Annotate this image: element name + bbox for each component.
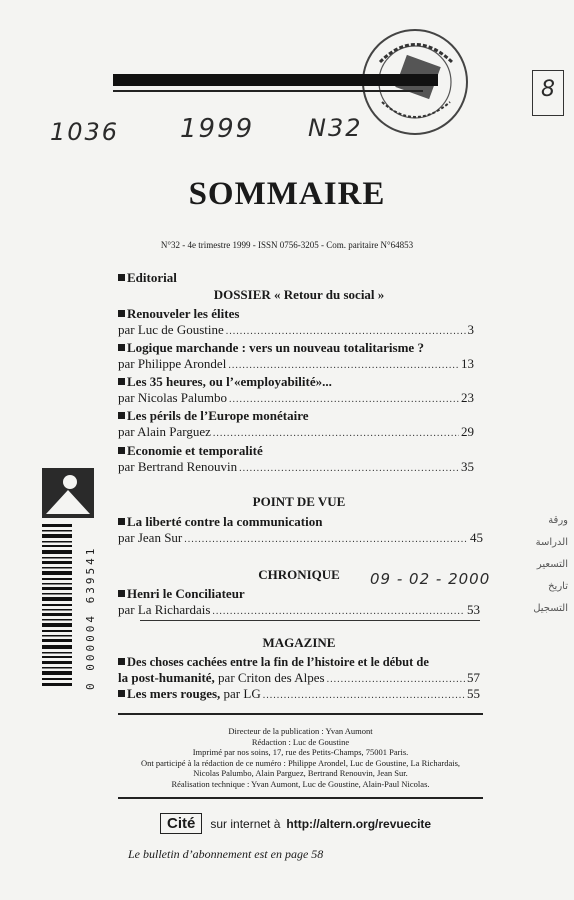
credit-line: Rédaction : Luc de Goustine	[251, 736, 350, 747]
item-title: Economie et temporalité	[127, 443, 263, 458]
item-title-continued: la post-humanité,	[118, 670, 215, 685]
item-author: par Bertrand Renouvin	[118, 459, 238, 474]
chronique-rule	[140, 620, 480, 621]
leader-dots	[229, 394, 459, 405]
leader-dots	[263, 690, 465, 701]
square-bullet-icon	[118, 518, 125, 525]
credit-line: Réalisation technique : Yvan Aumont, Luc de Goustine, Alain-Paul Nicolas.	[171, 778, 430, 789]
item-author: par Nicolas Palumbo	[118, 390, 228, 405]
barcode-icon	[42, 520, 82, 690]
item-title: Les périls de l’Europe monétaire	[127, 408, 309, 423]
item-page: 35	[461, 459, 474, 474]
square-bullet-icon	[118, 690, 125, 697]
item-title: Logique marchande : vers un nouveau totalitarisme ?	[127, 340, 424, 355]
leader-dots	[226, 326, 466, 337]
handwritten-issue: N32	[308, 114, 363, 142]
editorial-entry	[118, 270, 177, 286]
publisher-logo-icon	[42, 468, 94, 518]
web-line	[160, 813, 431, 834]
magazine-heading: MAGAZINE	[262, 635, 336, 650]
item-page: 3	[467, 322, 474, 337]
issn-line: N°32 - 4e trimestre 1999 - ISSN 0756-3205 - Com. paritaire N°64853	[160, 240, 414, 250]
web-url-link[interactable]: http://altern.org/revuecite	[286, 816, 432, 831]
item-title: Henri le Conciliateur	[127, 586, 245, 601]
handwritten-box-number: 8	[541, 77, 555, 102]
item-author: par La Richardais	[118, 602, 211, 617]
chronique-item	[118, 586, 480, 618]
leader-dots	[239, 463, 459, 474]
credits-block	[118, 726, 483, 789]
dossier-item	[118, 443, 474, 475]
item-author: par LG	[223, 686, 261, 701]
top-thin-rule	[113, 90, 423, 92]
item-author: par Jean Sur	[118, 530, 183, 545]
barcode-number: 0 000004 639541	[84, 545, 97, 690]
credit-line: Ont participé à la rédaction de ce numéro : Philippe Arondel, Luc de Goustine, La Richardais,	[140, 757, 461, 768]
margin-note: تاريخ	[548, 581, 568, 592]
dossier-heading: DOSSIER « Retour du social »	[213, 287, 385, 302]
item-page: 55	[467, 686, 480, 701]
margin-note: التسجيل	[533, 603, 568, 614]
item-author: par Philippe Arondel	[118, 356, 227, 371]
square-bullet-icon	[118, 344, 125, 351]
leader-dots	[327, 674, 465, 685]
square-bullet-icon	[118, 590, 125, 597]
credits-top-rule	[118, 713, 483, 715]
item-title: Les mers rouges,	[127, 686, 221, 701]
item-title: La liberté contre la communication	[127, 514, 323, 529]
item-author: par Alain Parguez	[118, 424, 211, 439]
square-bullet-icon	[118, 447, 125, 454]
top-thick-rule	[113, 74, 438, 86]
credits-bottom-rule	[118, 797, 483, 799]
point-de-vue-item	[118, 514, 483, 546]
abonnement-note: Le bulletin d’abonnement est en page 58	[128, 847, 324, 861]
handwritten-year: 1999	[180, 114, 255, 144]
dossier-item	[118, 374, 474, 406]
item-page: 57	[467, 670, 480, 685]
web-label: sur internet à	[210, 816, 281, 831]
item-title: Les 35 heures, ou l’«employabilité»...	[127, 374, 332, 389]
item-title: Des choses cachées entre la fin de l’histoire et le début de	[127, 655, 429, 669]
item-author: par Criton des Alpes	[218, 670, 325, 685]
leader-dots	[212, 606, 465, 617]
credit-line: Directeur de la publication : Yvan Aumont	[228, 726, 373, 736]
point-de-vue-heading: POINT DE VUE	[252, 494, 346, 509]
margin-note: ورقة	[548, 515, 568, 526]
dossier-item	[118, 340, 474, 372]
item-page: 29	[461, 424, 474, 439]
item-page: 53	[467, 602, 480, 617]
handwritten-accession-number: 1036	[50, 118, 120, 146]
square-bullet-icon	[118, 412, 125, 419]
credit-line: Imprimé par nos soins, 17, rue des Petits-Champs, 75001 Paris.	[192, 747, 409, 757]
item-author: par Luc de Goustine	[118, 322, 224, 337]
leader-dots	[213, 428, 459, 439]
dossier-item	[118, 306, 474, 338]
square-bullet-icon	[118, 310, 125, 317]
credit-line: Nicolas Palumbo, Alain Parguez, Bertrand Renouvin, Jean Sur.	[193, 768, 408, 778]
leader-dots	[228, 360, 459, 371]
arabic-margin-notes	[498, 510, 568, 620]
square-bullet-icon	[118, 378, 125, 385]
item-title: Renouveler les élites	[127, 306, 240, 321]
handwritten-date: 09 - 02 - 2000	[370, 570, 491, 588]
chronique-heading: CHRONIQUE	[258, 567, 340, 582]
cite-logo: Cité	[160, 813, 202, 834]
square-bullet-icon	[118, 658, 125, 665]
page-title: SOMMAIRE	[188, 176, 386, 212]
editorial-label: Editorial	[127, 270, 177, 285]
item-page: 13	[461, 356, 474, 371]
item-page: 45	[470, 530, 483, 545]
margin-note: التسعير	[536, 559, 568, 570]
dossier-item	[118, 408, 474, 440]
margin-note: الدراسة	[535, 537, 568, 548]
item-page: 23	[461, 390, 474, 405]
square-bullet-icon	[118, 274, 125, 281]
handwritten-box	[532, 70, 564, 116]
magazine-item	[118, 655, 480, 702]
leader-dots	[184, 534, 468, 545]
